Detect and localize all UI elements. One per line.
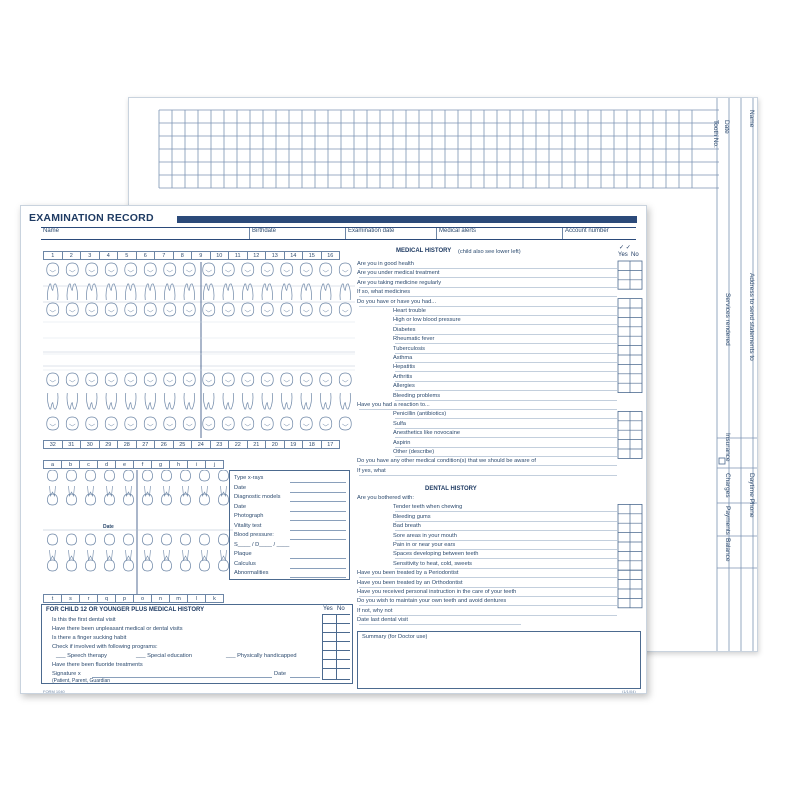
medical-question: Are you taking medicine regularly (357, 279, 442, 286)
child-q-finger: Is there a finger sucking habit (52, 635, 127, 641)
field-birthdate[interactable]: Birthdate (249, 228, 276, 239)
medical-condition: Hepatitis (393, 364, 416, 371)
medical-condition: Rheumatic fever (393, 336, 435, 343)
xray-item: Date (234, 503, 247, 510)
tooth-number: b (61, 460, 80, 469)
dental-question: Have you been treated by a Periodontist (357, 570, 459, 577)
form-number: FORM 1040 (43, 689, 65, 694)
dental-question-note: Date last dental visit (357, 617, 408, 624)
xray-item: Abnormalities (234, 570, 269, 576)
summary-label: Summary (for Doctor use) (362, 634, 428, 640)
examination-record-sheet (20, 205, 647, 694)
medical-question: Do you have or have you had... (357, 298, 437, 305)
back-label-name: Name (748, 110, 755, 128)
back-label-balance: Balance (724, 538, 731, 562)
medical-condition: Allergies (393, 383, 415, 390)
child-section-title: FOR CHILD 12 OR YOUNGER PLUS MEDICAL HISTORY (46, 607, 205, 613)
field-account-number[interactable]: Account number (562, 228, 609, 239)
xray-item: Diagnostic models (234, 494, 281, 500)
tooth-number: k (205, 594, 224, 603)
medical-question-note: If so, what medicines (357, 289, 411, 296)
signature-label: Signature x (52, 671, 81, 677)
tooth-number: 7 (154, 251, 174, 260)
child-q-fluoride: Have there been fluoride treatments (52, 662, 143, 668)
xray-item: Plaque (234, 551, 252, 557)
medical-condition: Tuberculosis (393, 345, 426, 352)
tooth-number: 15 (302, 251, 322, 260)
medical-question: Do you have any other medical condition(s) that we should be aware of (357, 458, 536, 465)
primary-date-label: Date (103, 524, 114, 530)
xray-item: Calculus (234, 560, 256, 567)
dental-item: Sore areas in your mouth (393, 532, 457, 539)
back-label-tooth-no: Tooth No. (712, 120, 719, 148)
dental-question: Do you wish to maintain your own teeth and avoid dentures (357, 598, 507, 605)
program-special-ed[interactable]: ___ Special education (136, 653, 192, 659)
medical-condition: High or low blood pressure (393, 317, 461, 324)
tooth-number: s (61, 594, 80, 603)
tooth-number: l (187, 594, 206, 603)
tooth-number: 19 (284, 440, 304, 449)
tooth-number: 5 (117, 251, 137, 260)
field-examination-date[interactable]: Examination date (345, 228, 394, 239)
medical-condition: Arthritis (393, 373, 413, 380)
tooth-number: 12 (247, 251, 267, 260)
dental-item: Sensitivity to heat, cold, sweets (393, 560, 473, 567)
xray-item: S____ / D____ / ____ (234, 541, 290, 548)
dental-item: Spaces developing between teeth (393, 551, 479, 558)
tooth-number: 9 (191, 251, 211, 260)
tooth-number: 26 (154, 440, 174, 449)
tooth-number: i (187, 460, 206, 469)
program-speech[interactable]: ___ Speech therapy (56, 653, 107, 659)
medical-condition: Diabetes (393, 326, 416, 333)
tooth-number: 17 (321, 440, 341, 449)
tooth-number: 30 (80, 440, 100, 449)
tooth-number: c (79, 460, 98, 469)
tooth-number: 13 (265, 251, 285, 260)
dental-item: Pain in or near your ears (393, 542, 456, 548)
tooth-number: 31 (62, 440, 82, 449)
dental-item: Bleeding gums (393, 513, 431, 520)
xray-item: Photograph (234, 513, 264, 519)
back-label-address: Address to send statements to (748, 273, 755, 361)
dental-history-title: DENTAL HISTORY (425, 486, 477, 492)
medical-question: Have you had a reaction to... (357, 402, 430, 408)
medical-reaction: Penicillin (antibiotics) (393, 411, 447, 418)
tooth-number: 18 (302, 440, 322, 449)
back-label-services: Services rendered (724, 293, 731, 346)
tooth-number: d (97, 460, 116, 469)
medical-reaction: Aspirin (393, 439, 411, 446)
xray-item: Type x-rays (234, 475, 264, 481)
tooth-number: t (43, 594, 62, 603)
tooth-number: 6 (136, 251, 156, 260)
tooth-number: r (79, 594, 98, 603)
tooth-number: 27 (136, 440, 156, 449)
tooth-number: g (151, 460, 170, 469)
medical-no-label: No (631, 252, 639, 258)
tooth-number: 8 (173, 251, 193, 260)
xray-item: Blood pressure: (234, 532, 274, 538)
form-revision: (1/1/04) (622, 689, 636, 694)
tooth-number: 21 (247, 440, 267, 449)
tooth-number: j (205, 460, 224, 469)
medical-reaction: Anesthetics like novocaine (393, 430, 461, 437)
tooth-number: o (133, 594, 152, 603)
tooth-number: 24 (191, 440, 211, 449)
tooth-number: a (43, 460, 62, 469)
tooth-number: 32 (43, 440, 63, 449)
child-q-programs: Check if involved with following programs: (52, 644, 158, 650)
xray-item: Vitality test (234, 522, 262, 529)
tooth-number: h (169, 460, 188, 469)
xray-item: Date (234, 484, 247, 491)
dental-question-note: If not, why not (357, 607, 393, 614)
tooth-number: e (115, 460, 134, 469)
tooth-number: 14 (284, 251, 304, 260)
tooth-number: p (115, 594, 134, 603)
medical-condition: Bleeding problems (393, 392, 441, 399)
tooth-number: 16 (321, 251, 341, 260)
check-mark-icon: ✓ ✓ (619, 245, 631, 251)
medical-history-subtitle: (child also see lower left) (458, 249, 521, 255)
medical-condition: Asthma (393, 355, 413, 361)
tooth-number: 10 (210, 251, 230, 260)
back-label-payments: Payments (724, 506, 731, 535)
tooth-number: 23 (210, 440, 230, 449)
field-name[interactable]: Name (43, 228, 60, 234)
yes-no-checkbox-grid[interactable] (21, 206, 647, 694)
tooth-number: 1 (43, 251, 63, 260)
medical-question: Are you under medical treatment (357, 270, 440, 277)
tooth-number: m (169, 594, 188, 603)
dental-item: Tender teeth when chewing (393, 504, 463, 511)
program-physical[interactable]: ___ Physically handicapped (226, 653, 297, 659)
medical-yes-label: Yes (618, 252, 628, 258)
child-q-first-visit: Is this the first dental visit (52, 617, 116, 623)
medical-condition: Heart trouble (393, 308, 426, 314)
tooth-number: 22 (228, 440, 248, 449)
tooth-number: q (97, 594, 116, 603)
child-no-label: No (337, 606, 345, 612)
back-label-charges: Charges (724, 473, 731, 498)
tooth-number: 29 (99, 440, 119, 449)
tooth-number: 4 (99, 251, 119, 260)
tooth-number: 25 (173, 440, 193, 449)
doctor-summary-box[interactable] (357, 631, 641, 689)
back-label-daytime-phone: Daytime Phone (748, 473, 755, 518)
child-q-unpleasant: Have there been unpleasant medical or dental visits (52, 626, 183, 632)
dental-item: Bad breath (393, 523, 421, 530)
back-label-date: Date (723, 120, 730, 134)
field-medical-alerts[interactable]: Medical alerts (436, 228, 476, 239)
medical-question-note: If yes, what (357, 467, 386, 474)
dental-question: Are you bothered with: (357, 495, 414, 501)
tooth-number: n (151, 594, 170, 603)
medical-reaction: Sulfa (393, 420, 406, 427)
tooth-number: 2 (62, 251, 82, 260)
back-label-insurance: Insurance (724, 433, 731, 462)
medical-question: Are you in good health (357, 261, 414, 267)
medical-history-title: MEDICAL HISTORY (396, 248, 452, 254)
signature-date-label: Date (274, 671, 287, 677)
dental-question: Have you received personal instruction in the care of your teeth (357, 589, 517, 595)
signature-sub: (Patient, Parent, Guardian (52, 678, 111, 684)
tooth-number: 20 (265, 440, 285, 449)
tooth-number: f (133, 460, 152, 469)
tooth-number: 28 (117, 440, 137, 449)
tooth-number: 3 (80, 251, 100, 260)
tooth-number: 11 (228, 251, 248, 260)
child-yes-label: Yes (323, 606, 333, 612)
form-title: EXAMINATION RECORD (29, 212, 154, 224)
medical-reaction: Other (describe) (393, 449, 435, 455)
dental-question: Have you been treated by an Orthodontist (357, 579, 463, 586)
